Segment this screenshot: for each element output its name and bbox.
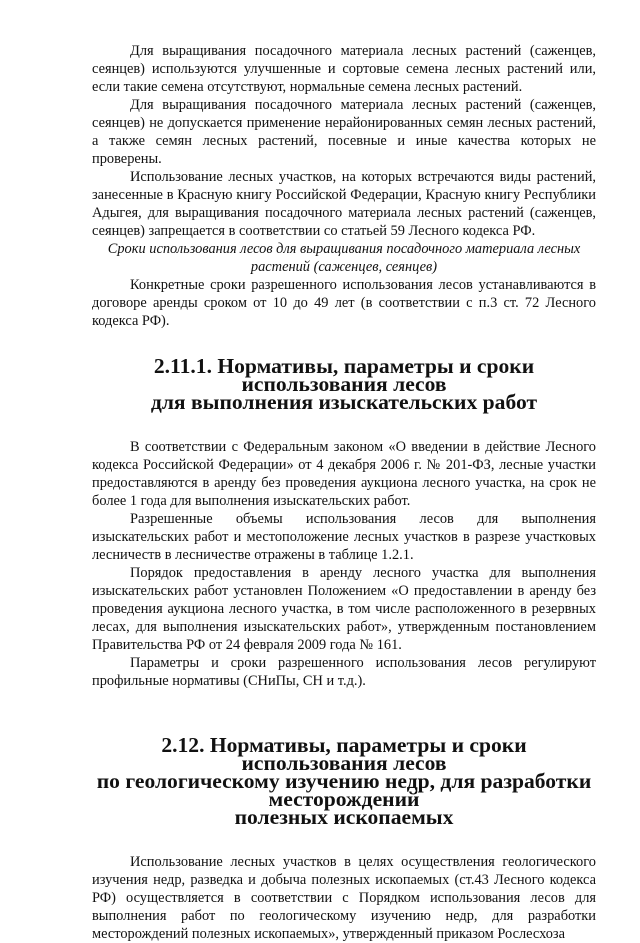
paragraph-red-book: Использование лесных участков, на которых встречаются виды растений, занесенные в Красную книгу Российской Федерации, Красную книгу Республики Адыгея, для выращивания посадочного материала лесных растений (саженцев, сеянцев) запрещается в соответствии со статьей 59 Лесного кодекса РФ. (92, 169, 596, 239)
paragraph-lease-order: Порядок предоставления в аренду лесного участка для выполнения изыскательских работ установлен Положением «О предоставлении в аренду без проведения аукциона лесного участка, в том числе расположенного в резервных лесах, для выполнения изыскательских работ», утвержденным постановлением Правительства РФ от 24 февраля 2009 года № 161. (92, 565, 596, 653)
heading-line: 2.12. Нормативы, параметры и сроки использования лесов (161, 733, 527, 775)
heading-line: по геологическому изучению недр, для разработки месторождений (96, 769, 592, 811)
section-heading-2-11-1 (92, 354, 596, 414)
section-heading-2-12 (92, 733, 596, 829)
paragraph-federal-law: В соответствии с Федеральным законом «О введении в действие Лесного кодекса Российской Федерации» от 4 декабря 2006 г. № 201-ФЗ, лесные участки предоставляются в аренду без проведения аукциона лесного участка, на срок не более 1 года для выполнения изыскательских работ. (92, 439, 596, 509)
paragraph-seeds-restriction: Для выращивания посадочного материала лесных растений (саженцев, сеянцев) не допускается применение нерайонированных семян лесных растений, а также семян лесных растений, посевные и иные качества которых не проверены. (92, 97, 596, 167)
paragraph-geology: Использование лесных участков в целях осуществления геологического изучения недр, разведка и добыча полезных ископаемых (ст.43 Лесного кодекса РФ) осуществляется в соответствии с Порядком использования лесов для выполнения работ по геологическому изучению недр, для разработки месторождений полезных ископаемых», утвержденный приказом Рослесхоза (92, 854, 596, 942)
heading-line: полезных ископаемых (234, 805, 454, 829)
paragraph-parameters: Параметры и сроки разрешенного использования лесов регулируют профильные нормативы (СНиПы, СН и т.д.). (92, 655, 596, 689)
document-page (92, 42, 596, 943)
paragraph-seeds-improved: Для выращивания посадочного материала лесных растений (саженцев, сеянцев) используются улучшенные и сортовые семена лесных растений или, если такие семена отсутствуют, нормальные семена лесных растений. (92, 43, 596, 95)
heading-line: для выполнения изыскательских работ (150, 390, 538, 414)
paragraph-terms: Конкретные сроки разрешенного использования лесов устанавливаются в договоре аренды сроком от 10 до 49 лет (в соответствии с п.3 ст. 72 Лесного кодекса РФ). (92, 277, 596, 329)
caption-terms: Сроки использования лесов для выращивания посадочного материала лесных растений (саженцев, сеянцев) (107, 241, 581, 275)
paragraph-allowed-volumes: Разрешенные объемы использования лесов для выполнения изыскательских работ и местоположение лесных участков в разрезе участковых лесничеств в лесничестве отражены в таблице 1.2.1. (92, 511, 596, 563)
heading-line: 2.11.1. Нормативы, параметры и сроки использования лесов (153, 354, 535, 396)
